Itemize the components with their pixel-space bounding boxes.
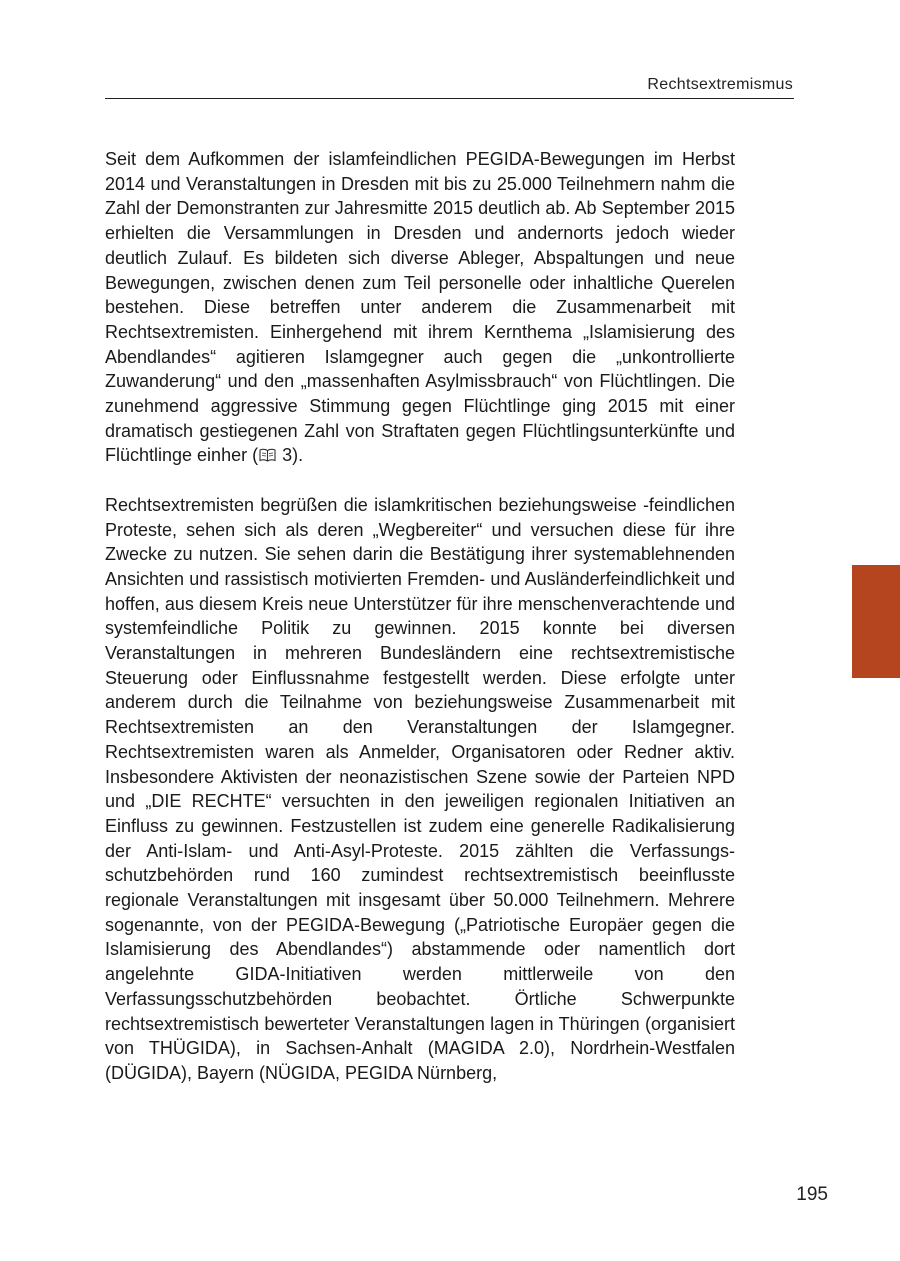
paragraph-1-text: Seit dem Aufkommen der islamfeindlichen PEGIDA-Bewegungen im Herbst 2014 und Veranstaltungen in Dresden mit bis zu 25.000 Teilnehmern nahm die Zahl der Demonstranten zur Jahresmitte 2015 deutlich ab. Ab September 2015 erhielten die Versammlungen in Dresden und andernorts jedoch wieder deutlich Zulauf. Es bildeten sich diverse Ableger, Abspaltungen und neue Bewegungen, zwischen denen zum Teil personelle oder inhaltliche Querelen bestehen. Diese betreffen unter anderem die Zusammenarbeit mit Rechtsextremisten. Einhergehend mit ihrem Kernthema „Islamisierung des Abendlandes“ agitieren Islamgegner auch gegen die „unkontrollierte Zuwanderung“ und den „massenhaften Asylmissbrauch“ von Flüchtlingen. Die zunehmend aggressive Stimmung gegen Flüchtlinge ging 2015 mit einer dramatisch gestiegenen Zahl von Straftaten gegen Flüchtlingsunterkünfte und Flüchtlinge einher ( xyxy=(105,149,735,466)
paragraph-1 xyxy=(105,147,735,468)
reference-number: 3 xyxy=(282,445,293,466)
header-divider xyxy=(105,98,794,99)
paragraph-1-end: ). xyxy=(292,445,304,466)
running-header-title: Rechtsextremismus xyxy=(647,76,793,93)
page-number: 195 xyxy=(796,1184,828,1205)
chapter-tab-marker xyxy=(852,565,900,678)
main-text xyxy=(105,147,735,1086)
book-icon xyxy=(259,448,276,462)
paragraph-2: Rechtsextremisten begrüßen die islamkritischen beziehungsweise -feindlichen Proteste, sehen sich als deren „Wegbereiter“ und versuchen diese für ihre Zwecke zu nutzen. Sie sehen darin die Bestätigung ihrer systemablehnenden Ansichten und rassistisch motivierten Fremden- und Ausländerfeindlichkeit und hoffen, aus diesem Kreis neue Unterstützer für ihre menschenverachtende und systemfeindliche Politik zu gewinnen. 2015 konnte bei diversen Veranstaltungen in mehreren Bundesländern eine rechtsextremistische Steuerung oder Einflussnahme festgestellt werden. Diese erfolgte unter anderem durch die Teilnahme von beziehungsweise Zusammenarbeit mit Rechtsextremisten an den Veranstaltungen der Islamgegner. Rechtsextremisten waren als Anmelder, Organisatoren oder Redner aktiv. Insbesondere Aktivisten der neonazistischen Szene sowie der Parteien NPD und „DIE RECHTE“ versuchten in den jeweiligen regionalen Initiativen an Einfluss zu gewinnen. Festzustellen ist zudem eine generelle Radikalisierung der Anti-Islam- und Anti-Asyl-Proteste. 2015 zählten die Verfassungsschutzbehörden rund 160 zumindest rechtsextremistisch beeinflusste regionale Veranstaltungen mit insgesamt über 50.000 Teilnehmern. Mehrere sogenannte, von der PEGIDA-Bewegung („Patriotische Europäer gegen die Islamisierung des Abendlandes“) abstammende oder namentlich dort angelehnte GIDA-Initiativen werden mittlerweile von den Verfassungsschutzbehörden beobachtet. Örtliche Schwerpunkte rechtsextremistisch bewerteter Veranstaltungen lagen in Thüringen (organisiert von THÜGIDA), in Sachsen-Anhalt (MAGIDA 2.0), Nordrhein-Westfalen (DÜGIDA), Bayern (NÜGIDA, PEGIDA Nürnberg, xyxy=(105,494,735,1083)
